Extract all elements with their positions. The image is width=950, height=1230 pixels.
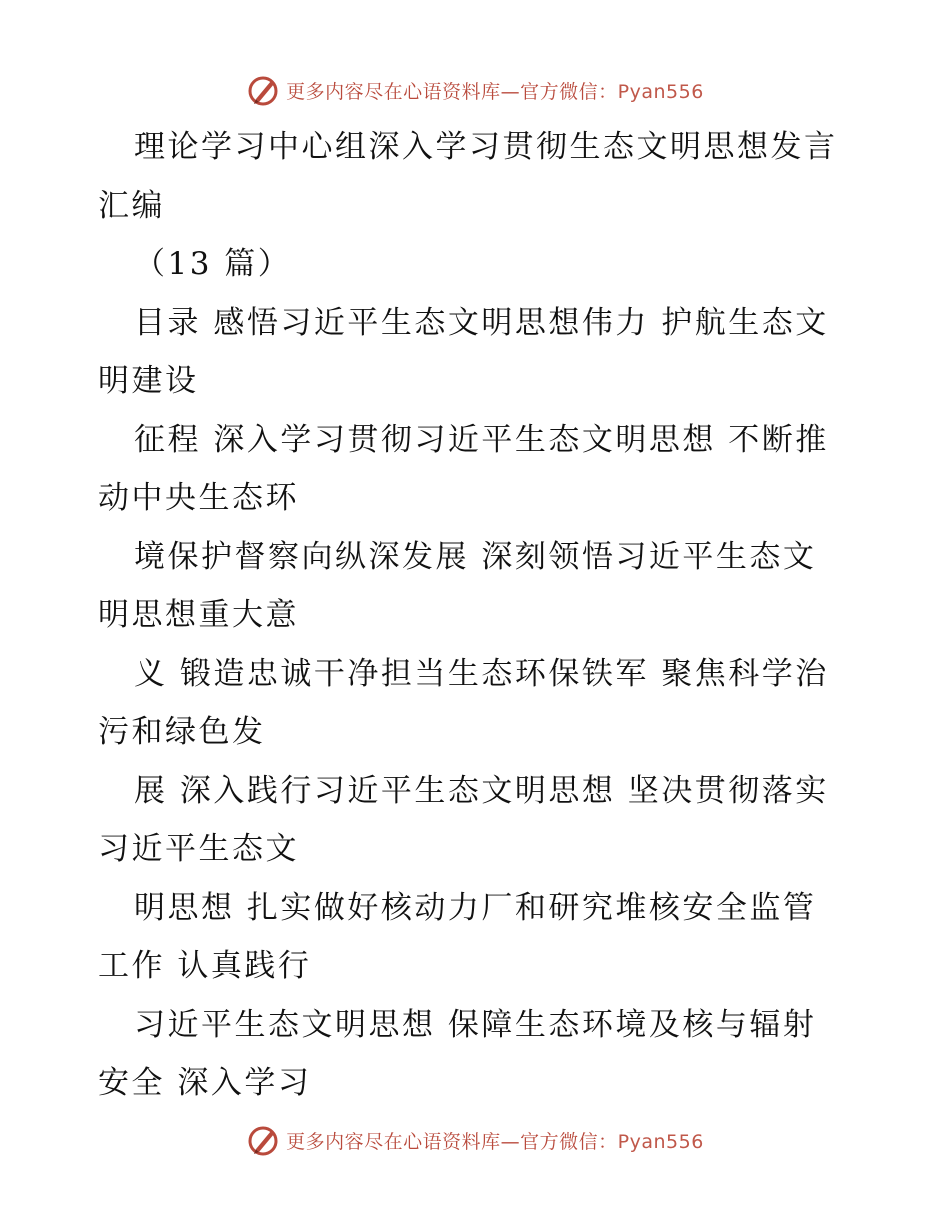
toc-line: 明建设 [98, 363, 199, 399]
toc-line: 动中央生态环 [98, 480, 299, 516]
toc-line: 征程 深入学习贯彻习近平生态文明思想 不断推 [134, 421, 829, 458]
header-watermark-banner [0, 70, 950, 110]
toc-line: 明思想重大意 [98, 597, 299, 633]
article-count: （13 篇） [134, 246, 292, 282]
wechat-id: Pyan556 [617, 80, 704, 103]
toc-line: 境保护督察向纵深发展 深刻领悟习近平生态文 [134, 538, 817, 575]
document-body [98, 118, 858, 1113]
watermark-text: 更多内容尽在心语资料库—官方微信：Pyan556 [286, 1130, 704, 1153]
pen-logo-icon [246, 73, 280, 107]
watermark-text: 更多内容尽在心语资料库—官方微信：Pyan556 [286, 80, 704, 103]
toc-line: 明思想 扎实做好核动力厂和研究堆核安全监管 [134, 889, 817, 926]
pen-logo-icon [246, 1123, 280, 1157]
toc-line: 习近平生态文 [98, 831, 299, 867]
wechat-id: Pyan556 [617, 1130, 704, 1153]
toc-line: 展 深入践行习近平生态文明思想 坚决贯彻落实 [134, 772, 829, 809]
toc-line: 安全 深入学习 [98, 1065, 312, 1101]
toc-line: 习近平生态文明思想 保障生态环境及核与辐射 [134, 1006, 817, 1043]
footer-watermark-banner [0, 1120, 950, 1160]
toc-line: 污和绿色发 [98, 714, 266, 750]
toc-line: 义 锻造忠诚干净担当生态环保铁军 聚焦科学治 [134, 655, 829, 692]
title-line-1: 理论学习中心组深入学习贯彻生态文明思想发言 [134, 129, 838, 165]
toc-line: 目录 感悟习近平生态文明思想伟力 护航生态文 [134, 304, 829, 341]
toc-line: 工作 认真践行 [98, 948, 312, 984]
title-line-2: 汇编 [98, 187, 165, 224]
